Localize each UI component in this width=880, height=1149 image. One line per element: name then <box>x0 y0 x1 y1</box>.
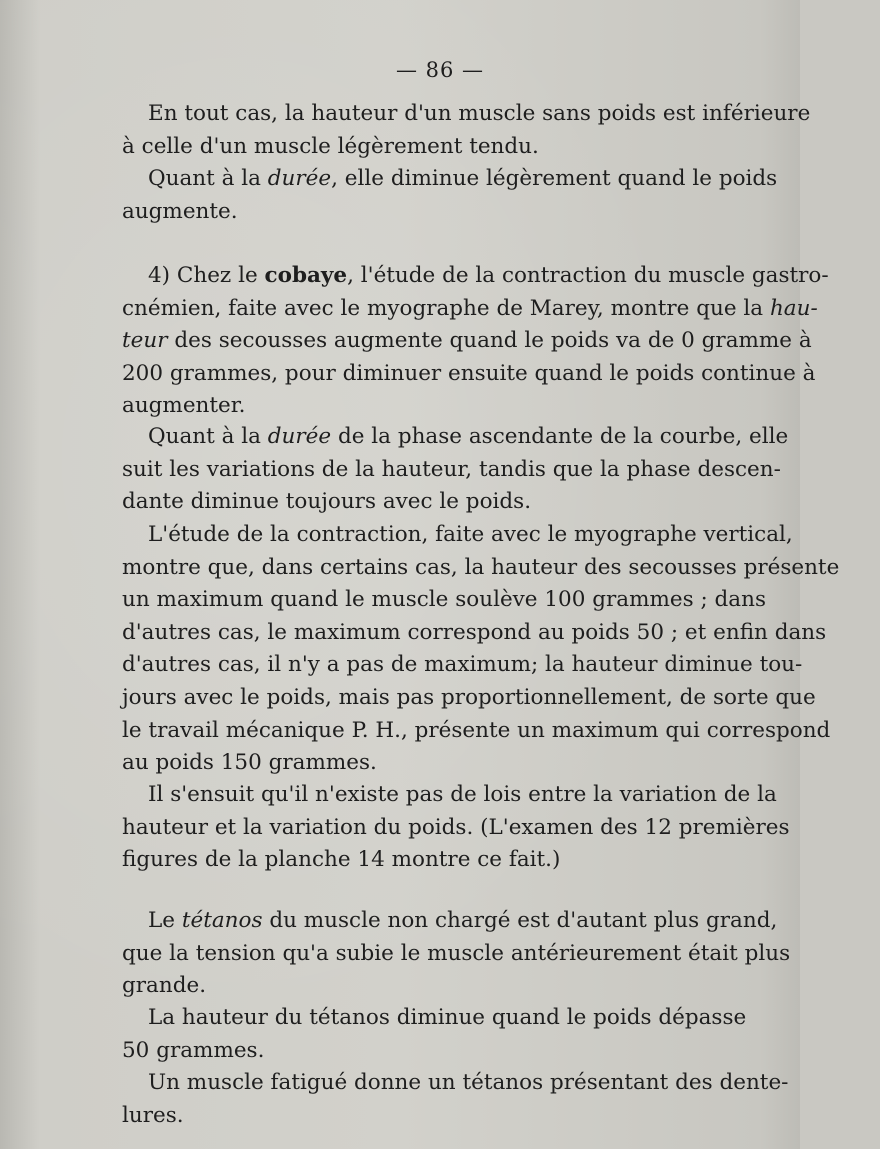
text-line: le travail mécanique P. H., présente un maximum qui correspond <box>122 717 831 743</box>
italic-word: tétanos <box>181 908 263 933</box>
paragraph <box>122 519 840 780</box>
text-line: au poids 150 grammes. <box>122 750 377 776</box>
text-line: augmente. <box>122 198 238 224</box>
italic-word: durée <box>267 166 332 191</box>
text-line: suit les variations de la hauteur, tandis que la phase descen- <box>122 456 781 482</box>
text-line: En tout cas, la hauteur d'un muscle sans poids est inférieure <box>148 101 811 126</box>
text-line: Quant à la durée de la phase ascendante de la courbe, elle <box>148 424 789 449</box>
text-line: Il s'ensuit qu'il n'existe pas de lois entre la variation de la <box>148 782 777 807</box>
text-line: 200 grammes, pour diminuer ensuite quand le poids continue à <box>122 360 816 386</box>
text-line: L'étude de la contraction, faite avec le myographe vertical, <box>148 522 793 547</box>
bold-word: cobaye <box>264 263 348 288</box>
text-line: cnémien, faite avec le myographe de Marey, montre que la hau- <box>122 295 818 321</box>
paragraph <box>122 98 811 163</box>
paragraph <box>122 421 789 519</box>
text-line: un maximum quand le muscle soulève 100 grammes ; dans <box>122 587 767 613</box>
paragraph <box>122 1067 789 1132</box>
paragraph <box>122 905 791 1003</box>
text-line: Quant à la durée, elle diminue légèrement quand le poids <box>148 166 778 191</box>
paragraph <box>122 163 782 228</box>
text-line: que la tension qu'a subie le muscle antérieurement était plus <box>122 940 791 966</box>
page-number: — 86 — <box>395 58 485 82</box>
text-line: jours avec le poids, mais pas proportionnellement, de sorte que <box>122 684 816 710</box>
text-line: augmenter. <box>122 393 246 419</box>
text-line: grande. <box>122 973 207 999</box>
text-line: hauteur et la variation du poids. (L'examen des 12 premières <box>122 814 790 840</box>
italic-word: durée <box>267 424 332 449</box>
paragraph <box>122 779 790 877</box>
text-line: d'autres cas, le maximum correspond au poids 50 ; et enfin dans <box>122 619 827 645</box>
text-line: d'autres cas, il n'y a pas de maximum; la hauteur diminue tou- <box>122 652 803 678</box>
text-line: Un muscle fatigué donne un tétanos présentant des dente- <box>148 1070 789 1095</box>
italic-word: hau- <box>769 295 818 321</box>
paragraph <box>122 1002 782 1067</box>
paragraph <box>122 260 829 423</box>
text-line: à celle d'un muscle légèrement tendu. <box>122 133 539 159</box>
text-line: dante diminue toujours avec le poids. <box>122 489 532 515</box>
text-line: 50 grammes. <box>122 1037 265 1063</box>
text-line: Le tétanos du muscle non chargé est d'autant plus grand, <box>148 908 778 933</box>
text-line: montre que, dans certains cas, la hauteur des secousses présente <box>122 554 840 580</box>
text-line: La hauteur du tétanos diminue quand le poids dépasse <box>148 1005 747 1030</box>
text-line: figures de la planche 14 montre ce fait.) <box>122 847 561 873</box>
text-line: teur des secousses augmente quand le poids va de 0 gramme à <box>122 328 812 354</box>
italic-word: teur <box>122 328 168 354</box>
text-line: lures. <box>122 1102 184 1128</box>
text-line: 4) Chez le cobaye, l'étude de la contraction du muscle gastro- <box>148 263 829 288</box>
